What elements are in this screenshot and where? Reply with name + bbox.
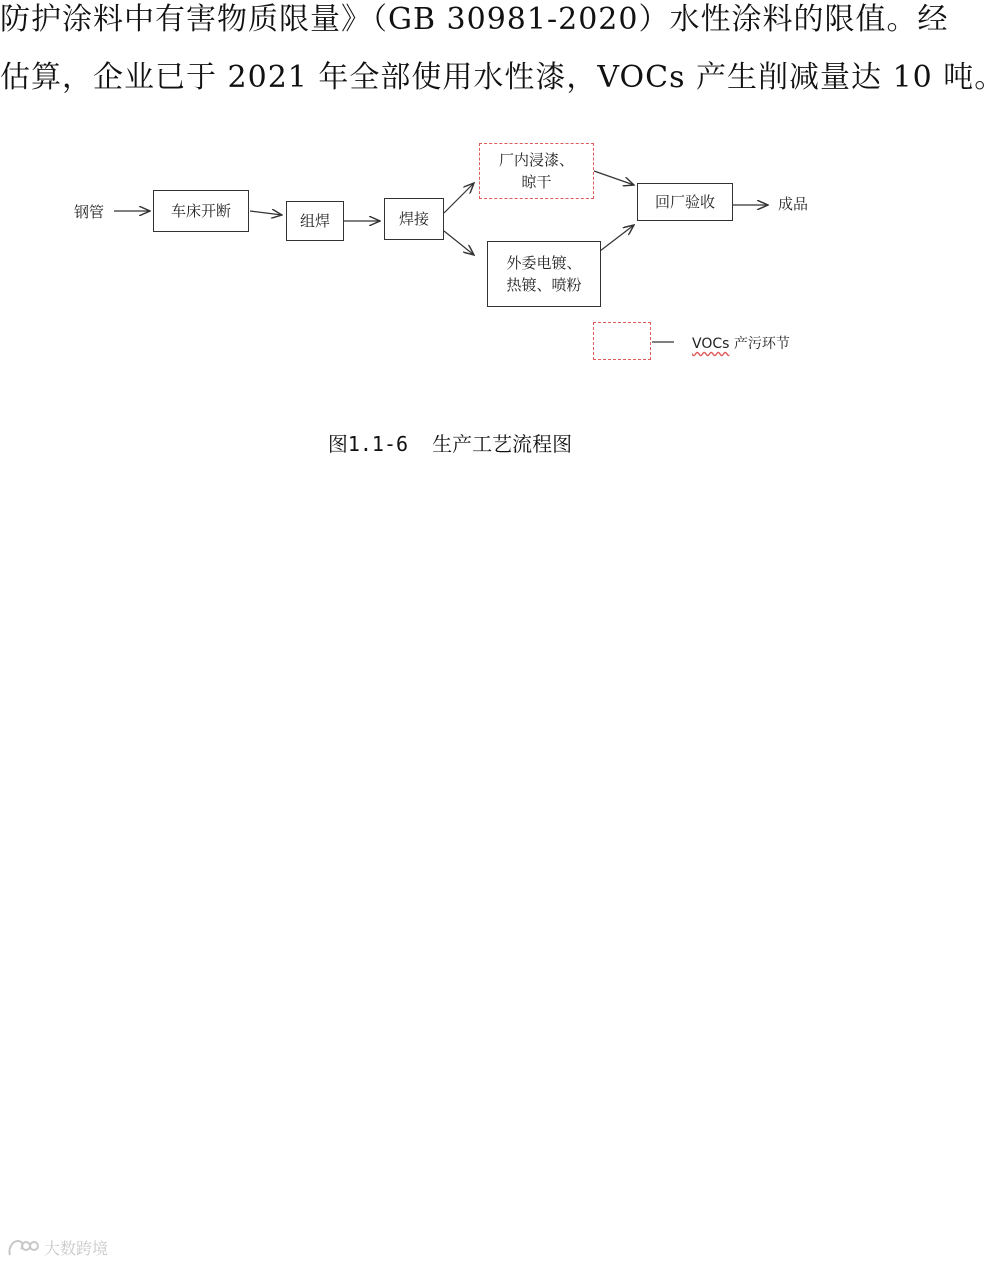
node-welding-label: 焊接 [398, 210, 429, 228]
node-assembly-welding-label: 组焊 [299, 212, 330, 230]
process-flow-diagram [60, 135, 840, 375]
body-text-line-2: 估算，企业已于 2021 年全部使用水性漆，VOCs 产生削减量达 10 吨。 [0, 60, 1005, 95]
node-lathe-cutting [153, 190, 249, 232]
node-outsourced-plating [487, 241, 601, 307]
watermark-text: 大数跨境 [44, 1239, 109, 1258]
node-acceptance-label: 回厂验收 [654, 193, 715, 211]
node-outsourced-plating-label-1: 外委电镀、 [506, 254, 582, 272]
legend-label-vocs: VOCs [692, 336, 730, 352]
arrow-plating-to-accept [600, 225, 634, 251]
legend-label [692, 333, 790, 353]
arrow-paint-to-accept [594, 171, 634, 185]
node-lathe-cutting-label: 车床开断 [170, 202, 231, 220]
watermark [6, 1236, 108, 1259]
legend-dashed-box [593, 322, 651, 360]
arrow-weld-to-paint [444, 183, 474, 213]
watermark-logo-icon [6, 1237, 40, 1259]
output-finished-product: 成品 [778, 195, 809, 213]
arrow-cut-to-assemble [250, 211, 282, 215]
node-dip-painting [479, 143, 594, 199]
node-dip-painting-label-1: 厂内浸漆、 [498, 151, 574, 169]
figure-caption: 图1.1-6 生产工艺流程图 [327, 432, 573, 456]
legend-label-rest: 产污环节 [729, 336, 790, 352]
body-text-line-1: 防护涂料中有害物质限量》（GB 30981-2020）水性涂料的限值。经 [0, 2, 949, 37]
arrow-weld-to-plating [444, 231, 474, 255]
node-welding [384, 198, 444, 240]
input-steel-pipe: 钢管 [74, 203, 105, 221]
node-outsourced-plating-label-2: 热镀、喷粉 [506, 276, 582, 294]
node-assembly-welding [286, 201, 344, 241]
node-dip-painting-label-2: 晾干 [521, 173, 552, 191]
node-acceptance [637, 183, 733, 221]
